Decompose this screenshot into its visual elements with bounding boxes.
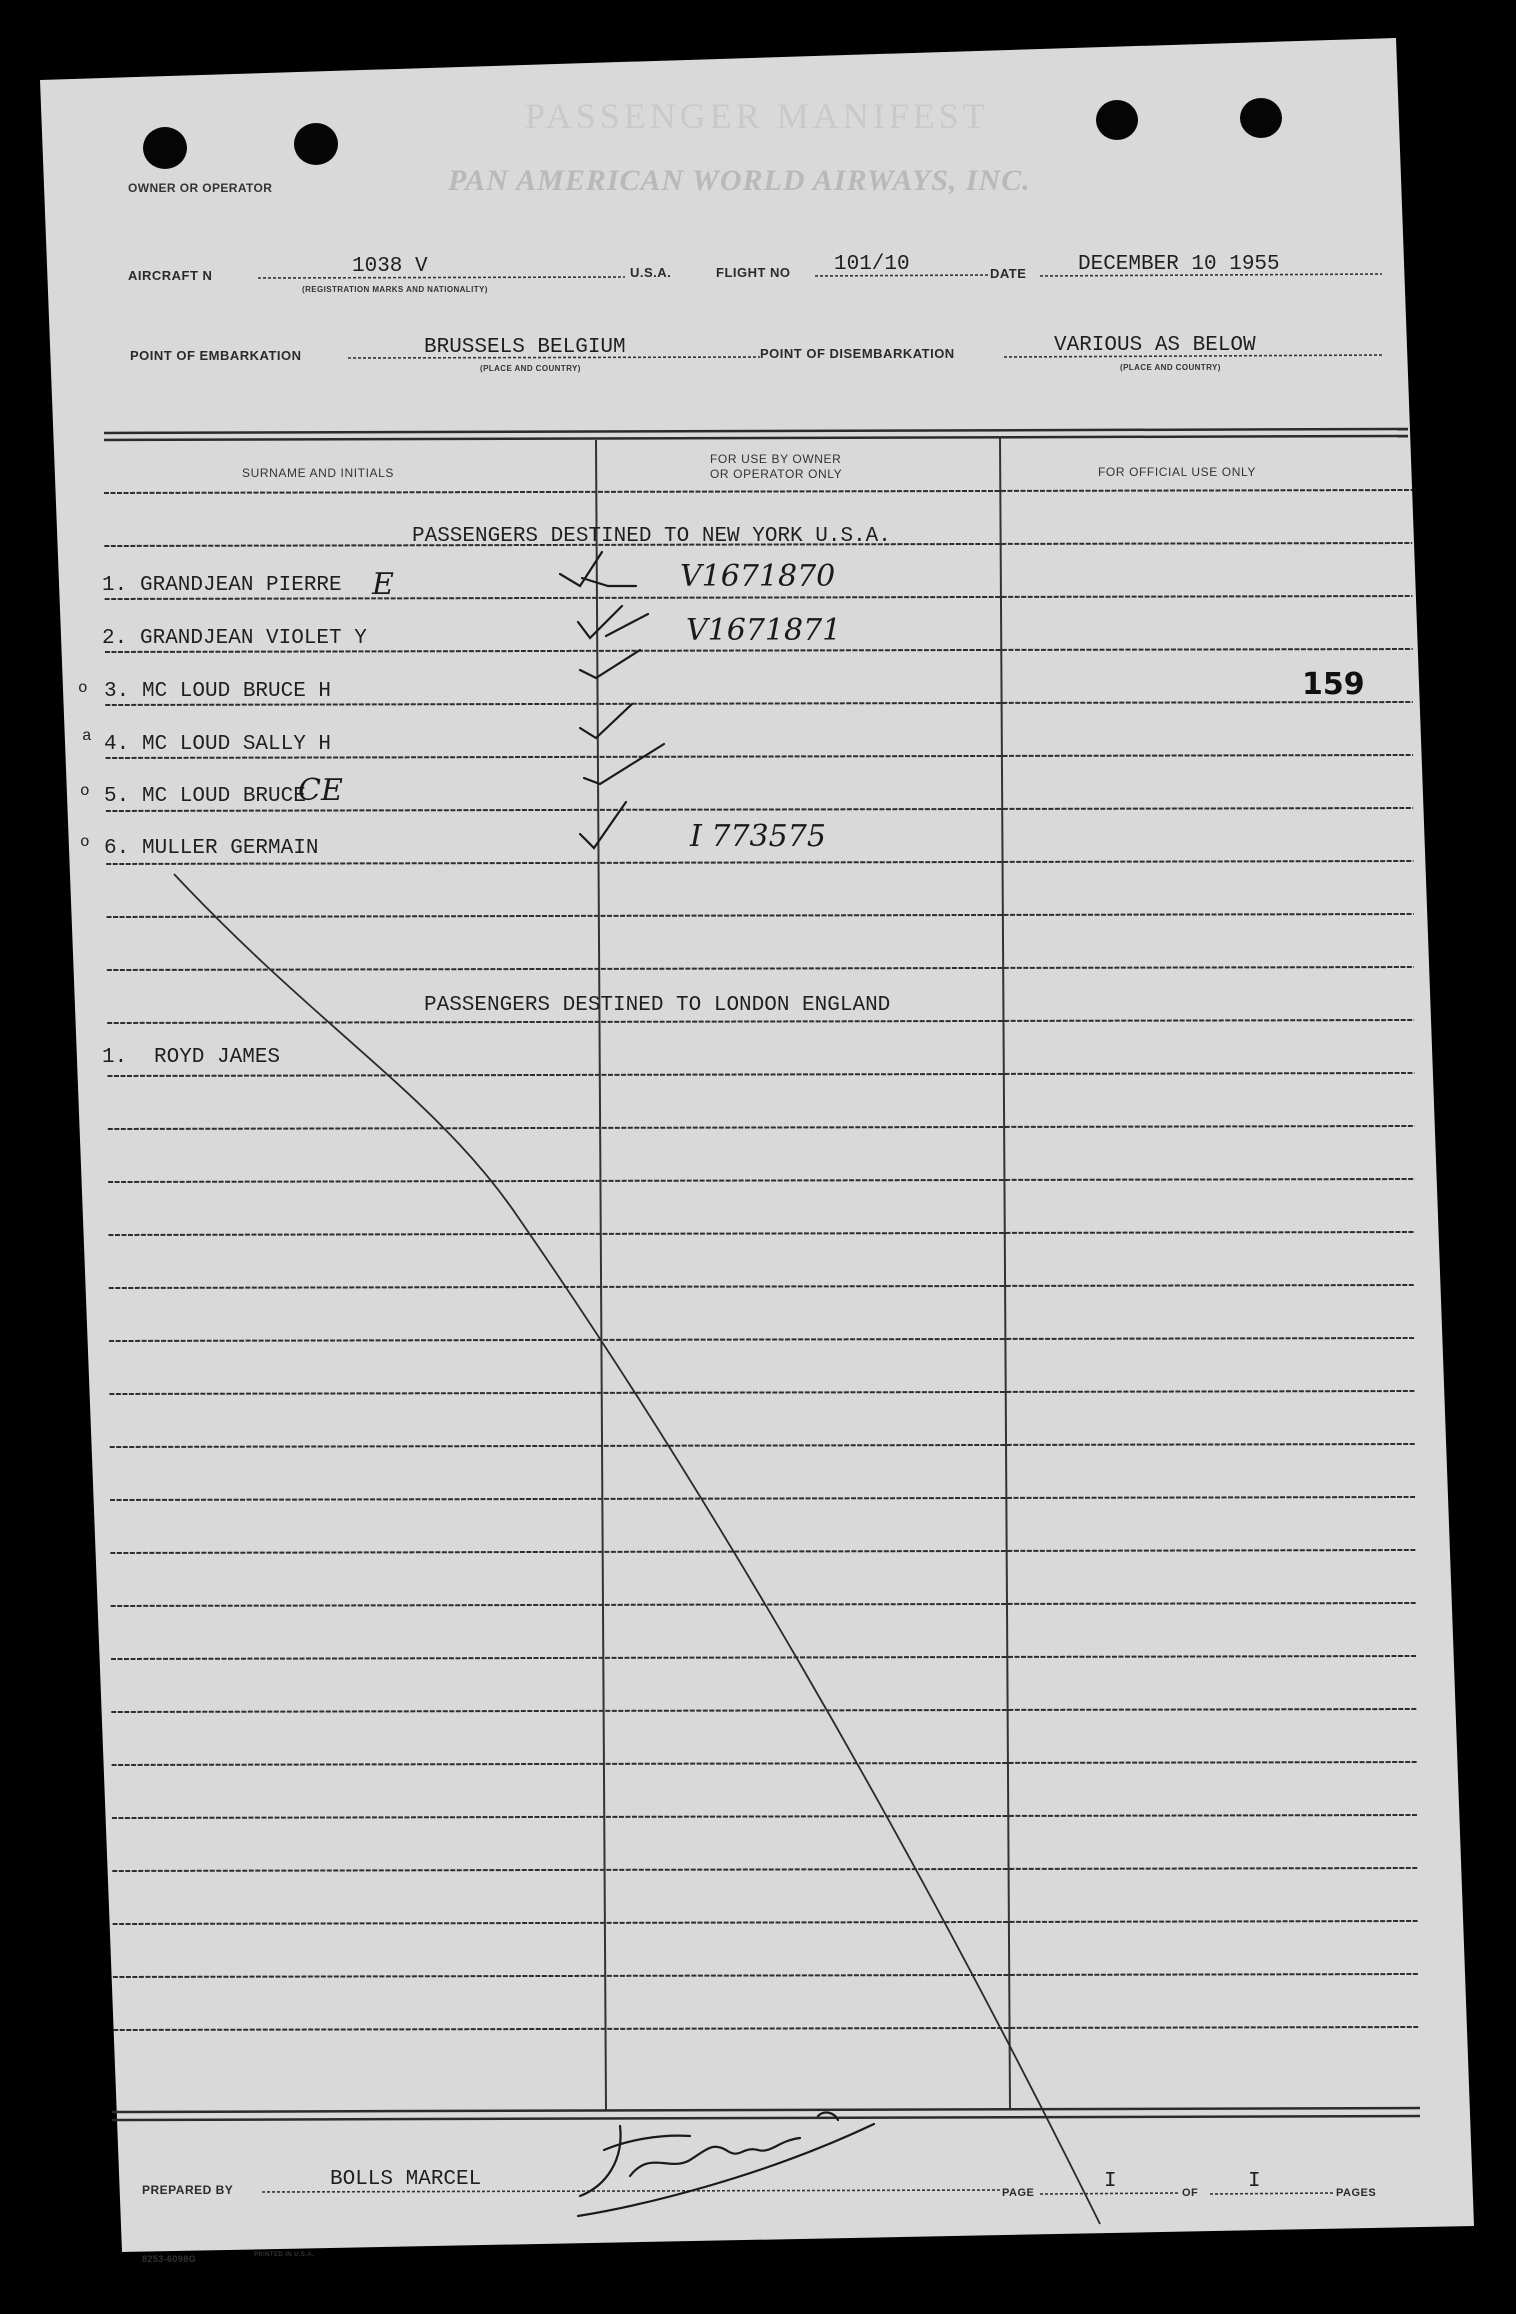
date-label: DATE <box>990 266 1027 281</box>
owner-label: OWNER OR OPERATOR <box>128 181 273 195</box>
punch-hole-icon <box>143 127 187 169</box>
visa-number: V1671870 <box>680 559 836 594</box>
group-heading-london: PASSENGERS DESTINED TO LONDON ENGLAND <box>424 994 891 1017</box>
passenger-number: 2. <box>102 627 128 650</box>
embarkation-value: BRUSSELS BELGIUM <box>424 336 626 359</box>
punch-hole-icon <box>294 123 338 165</box>
printed-mark: PRINTED IN U.S.A. <box>254 2252 315 2258</box>
passenger-name: ROYD JAMES <box>154 1046 281 1069</box>
registration-caption: (REGISTRATION MARKS AND NATIONALITY) <box>302 285 488 294</box>
form-title: PASSENGER MANIFEST <box>525 96 989 136</box>
page-value: I <box>1104 2170 1117 2193</box>
airline-name: PAN AMERICAN WORLD AIRWAYS, INC. <box>448 164 1031 197</box>
margin-mark: o <box>80 782 90 800</box>
prepared-by-value: BOLLS MARCEL <box>330 2168 482 2191</box>
passenger-number: 1. <box>102 1046 128 1069</box>
place-caption-embarkation: (PLACE AND COUNTRY) <box>480 364 581 373</box>
passenger-number: 3. <box>104 680 130 703</box>
passenger-name: MC LOUD BRUCE H <box>142 680 332 703</box>
margin-mark: o <box>78 679 88 697</box>
margin-mark: o <box>80 833 90 851</box>
passenger-name: GRANDJEAN PIERRE <box>140 574 342 597</box>
date-value: DECEMBER 10 1955 <box>1078 253 1280 276</box>
disembarkation-label: POINT OF DISEMBARKATION <box>760 346 955 361</box>
punch-hole-icon <box>1096 100 1138 140</box>
passenger-name: GRANDJEAN VIOLET Y <box>140 627 367 650</box>
embarkation-label: POINT OF EMBARKATION <box>130 348 302 363</box>
passenger-number: 1. <box>102 574 128 597</box>
column-official-use: FOR OFFICIAL USE ONLY <box>1098 465 1256 479</box>
form-number: 8253-6098G <box>142 2254 197 2264</box>
visa-number: V1671871 <box>686 613 842 648</box>
group-heading-new-york: PASSENGERS DESTINED TO NEW YORK U.S.A. <box>412 525 891 548</box>
margin-mark: a <box>82 727 92 745</box>
handwritten-correction: E <box>372 567 394 602</box>
of-label: OF <box>1182 2187 1199 2199</box>
aircraft-label: AIRCRAFT N <box>128 268 213 283</box>
passport-number: I 773575 <box>690 819 826 854</box>
passenger-name: MC LOUD BRUCE <box>142 785 306 808</box>
punch-hole-icon <box>1240 98 1282 138</box>
passenger-name: MULLER GERMAIN <box>142 837 319 860</box>
prepared-by-label: PREPARED BY <box>142 2183 234 2197</box>
passenger-number: 4. <box>104 733 130 756</box>
of-value: I <box>1248 2170 1261 2193</box>
column-surname: SURNAME AND INITIALS <box>242 466 395 480</box>
pages-label: PAGES <box>1336 2187 1377 2199</box>
disembarkation-value: VARIOUS AS BELOW <box>1054 334 1256 357</box>
column-owner-use-line2: OR OPERATOR ONLY <box>710 467 843 481</box>
place-caption-disembarkation: (PLACE AND COUNTRY) <box>1120 363 1221 372</box>
column-owner-use-line1: FOR USE BY OWNER <box>710 452 842 466</box>
page-label: PAGE <box>1002 2187 1035 2199</box>
official-stamp-number: 159 <box>1302 667 1365 702</box>
passenger-number: 5. <box>104 785 130 808</box>
flight-value: 101/10 <box>834 253 910 276</box>
passenger-number: 6. <box>104 837 130 860</box>
passenger-name: MC LOUD SALLY H <box>142 733 332 756</box>
flight-label: FLIGHT NO <box>716 265 791 280</box>
handwritten-correction: CE <box>298 773 343 808</box>
paper <box>40 38 1474 2252</box>
aircraft-value: 1038 V <box>352 255 428 278</box>
usa-label: U.S.A. <box>630 265 672 280</box>
